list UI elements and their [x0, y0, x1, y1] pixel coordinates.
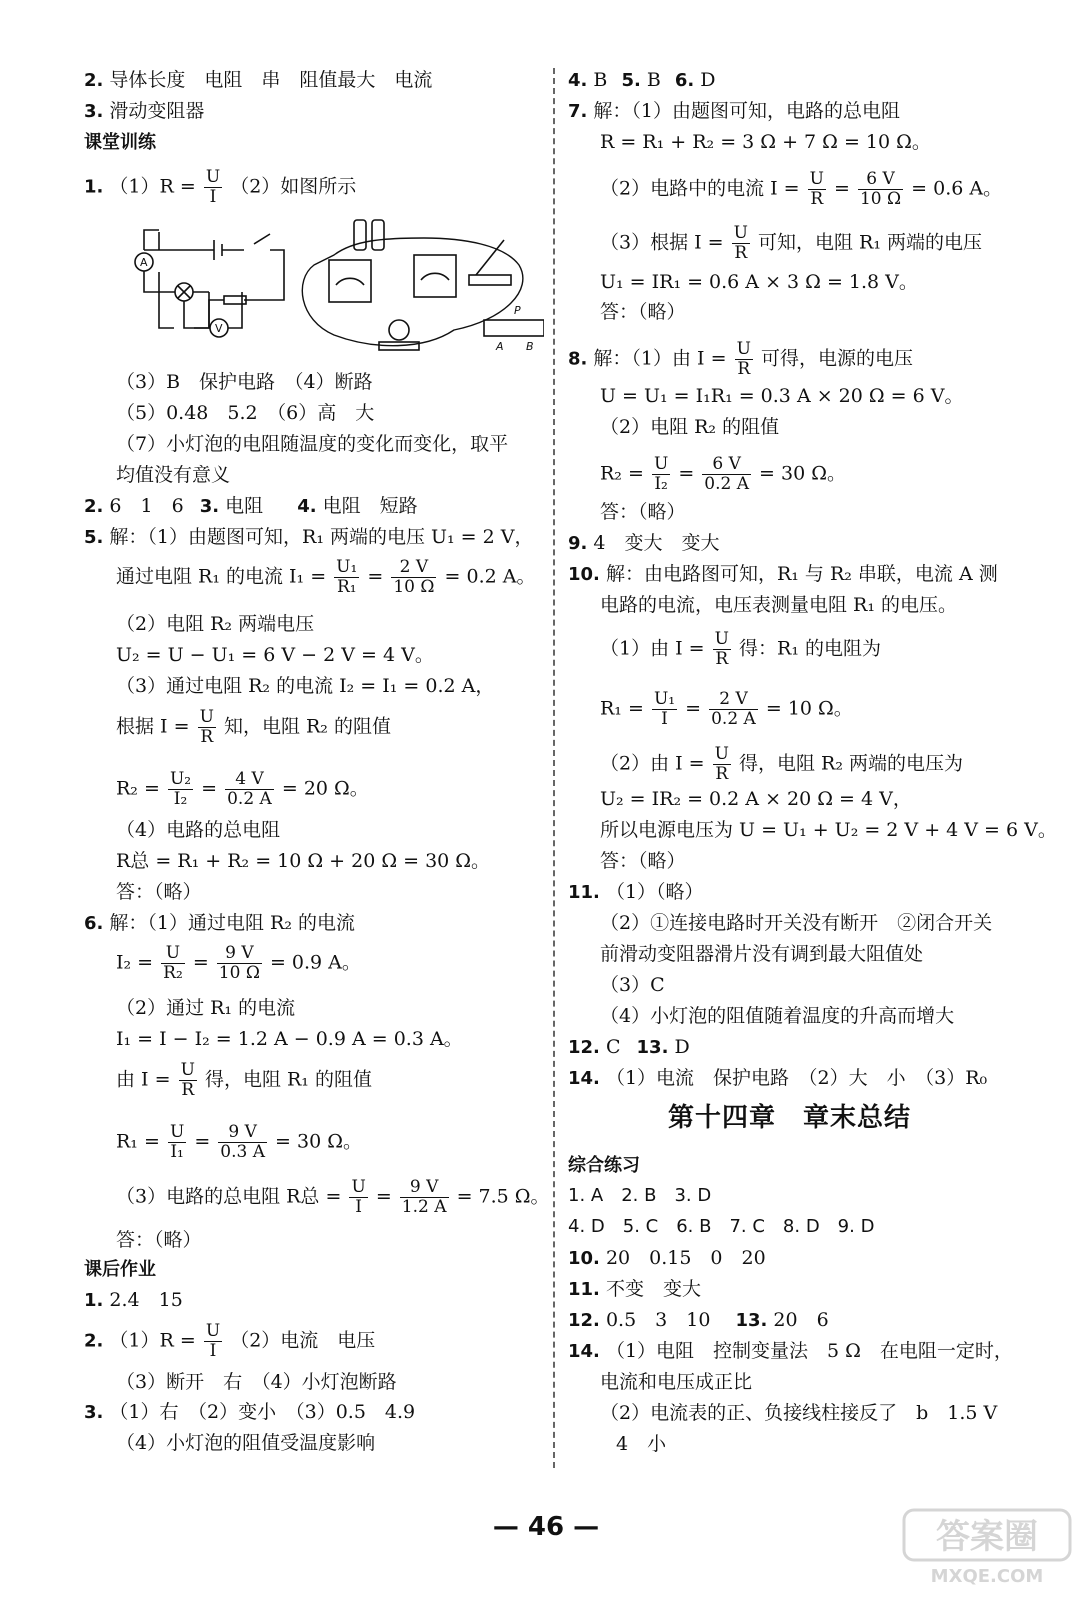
answer-2: 导体长度 电阻 串 阻值最大 电流 — [109, 69, 433, 91]
watermark-logo — [902, 1508, 1072, 1588]
q5-line: （4）电路的总电阻 — [116, 819, 281, 841]
equals: = — [192, 951, 209, 974]
section-heading-zonghe: 综合练习 — [568, 1155, 640, 1176]
item-number: 2. — [84, 70, 104, 91]
item-number: 13. — [735, 1310, 768, 1331]
q5-line: 通过电阻 R₁ 的电流 I₁ = — [116, 565, 327, 588]
q5-line: 解：（1）由题图可知，R₁ 两端的电压 U₁ = 2 V， — [109, 526, 534, 548]
equals: = — [375, 1185, 392, 1208]
q5-line: 根据 I = — [116, 715, 190, 738]
fraction: $\frac{U}{\text{I₂}}$ — [653, 454, 669, 494]
item-number: 2. — [84, 496, 104, 517]
hw-answer-2: （2）电流 电压 — [230, 1329, 376, 1352]
q10-line: （2）由 I = — [600, 752, 705, 775]
item-number: 1. — [84, 1290, 104, 1311]
fraction: $\frac{\text{U₁}}{I}$ — [653, 689, 676, 729]
item-number: 8. — [568, 348, 588, 370]
result: = 0.6 A。 — [911, 177, 1003, 200]
q10-line: 电路的电流，电压表测量电阻 R₁ 的电压。 — [600, 594, 958, 616]
hw-answer-2: （3）断开 右 （4）小灯泡断路 — [116, 1371, 397, 1393]
column-divider — [553, 68, 555, 1468]
summary-answers-1-3: 1. A 2. B 3. D — [568, 1185, 712, 1206]
equals: = — [678, 462, 695, 485]
fraction: $\frac{U}{I}$ — [205, 167, 221, 207]
q7-line: R = R₁ + R₂ = 3 Ω + 7 Ω = 10 Ω。 — [600, 131, 931, 153]
q8-line: 解：（1）由 I = — [593, 347, 727, 370]
hw-answer-2: （1）R = — [109, 1329, 196, 1352]
page-number: — 46 — — [492, 1512, 600, 1542]
hw-answer-1: 2.4 15 — [109, 1289, 183, 1311]
q8-line: R₂ = — [600, 462, 644, 485]
result: = 0.9 A。 — [269, 951, 361, 974]
answer-13: D — [674, 1036, 690, 1058]
terminal-label-a: A — [496, 340, 504, 353]
fraction: $\frac{U}{\text{R₂}}$ — [163, 943, 183, 983]
q10-line: R₁ = — [600, 697, 644, 720]
summary-answer-10: 20 0.15 0 20 — [605, 1247, 766, 1269]
item-number: 7. — [568, 101, 588, 122]
q6-line: R₁ = — [116, 1130, 160, 1153]
q6-line: 得，电阻 R₁ 的阻值 — [204, 1068, 372, 1091]
fraction: $\frac{U}{R}$ — [714, 629, 729, 669]
item-number: 4. — [297, 496, 317, 517]
fraction: $\frac{U}{\text{I₁}}$ — [169, 1122, 185, 1162]
equals: = — [685, 697, 702, 720]
q8-line: U = U₁ = I₁R₁ = 0.3 A × 20 Ω = 6 V。 — [600, 385, 964, 407]
q1-line: （5）0.48 5.2 （6）高 大 — [116, 402, 375, 424]
q6-line: 解：（1）通过电阻 R₂ 的电流 — [109, 912, 356, 934]
q10-line: 答：（略） — [600, 850, 686, 872]
voltmeter-label: V — [215, 322, 223, 335]
q1-line: （7）小灯泡的电阻随温度的变化而变化，取平 — [116, 433, 509, 455]
q1-line: （3）B 保护电路 （4）断路 — [116, 371, 373, 393]
fraction: $\frac{U}{R}$ — [736, 339, 751, 379]
answer-3: 滑动变阻器 — [109, 100, 205, 122]
answer-12: C — [605, 1036, 621, 1058]
q6-line: （3）电路的总电阻 R总 = — [116, 1185, 342, 1208]
section-heading-kehou: 课后作业 — [84, 1259, 156, 1280]
item-number: 5. — [621, 70, 641, 91]
q6-line: （2）通过 R₁ 的电流 — [116, 997, 296, 1019]
svg-text:MXQE.COM: MXQE.COM — [930, 1566, 1044, 1587]
summary-answers-4-9: 4. D 5. C 6. B 7. C 8. D 9. D — [568, 1216, 875, 1237]
hw-answer-3: （4）小灯泡的阻值受温度影响 — [116, 1432, 376, 1454]
fraction: $\frac{9 V}{1.2 A}$ — [401, 1177, 447, 1217]
q1-text: （1）R = — [109, 175, 196, 198]
q7-line: U₁ = IR₁ = 0.6 A × 3 Ω = 1.8 V。 — [600, 271, 918, 293]
chapter-title: 第十四章 章末总结 — [668, 1103, 912, 1133]
q10-line: 解：由电路图可知，R₁ 与 R₂ 串联，电流 A 测 — [605, 563, 998, 585]
result: = 10 Ω。 — [765, 697, 853, 720]
q7-line: 可知，电阻 R₁ 两端的电压 — [758, 231, 983, 254]
q6-line: 由 I = — [116, 1068, 171, 1091]
svg-text:答案圈: 答案圈 — [936, 1517, 1038, 1557]
q7-line: （3）根据 I = — [600, 231, 724, 254]
fraction: $\frac{U}{R}$ — [809, 169, 824, 209]
ammeter-label: A — [140, 256, 148, 269]
q11-line: （3）C — [600, 974, 665, 996]
q5-line: U₂ = U − U₁ = 6 V − 2 V = 4 V。 — [116, 644, 434, 666]
q1-line: 均值没有意义 — [116, 464, 231, 486]
q8-line: 可得，电源的电压 — [760, 347, 913, 370]
circuit-diagram — [124, 210, 544, 370]
equals: = — [367, 565, 384, 588]
item-number: 13. — [636, 1037, 669, 1058]
item-number: 14. — [568, 1341, 600, 1362]
q5-line: R总 = R₁ + R₂ = 10 Ω + 20 Ω = 30 Ω。 — [116, 850, 491, 872]
q11-line: （1）（略） — [605, 881, 704, 903]
q8-line: 答：（略） — [600, 501, 686, 523]
answer-5: B — [646, 69, 661, 91]
answer-4: 电阻 短路 — [322, 495, 418, 517]
answer-14: （1）电流 保护电路 （2）大 小 （3）R₀ — [605, 1067, 988, 1089]
fraction: $\frac{U}{I}$ — [351, 1177, 366, 1217]
summary-answer-14: 电流和电压成正比 — [600, 1371, 753, 1393]
q5-line: （2）电阻 R₂ 两端电压 — [116, 613, 315, 635]
q7-line: （2）电路中的电流 I = — [600, 177, 800, 200]
item-number: 6. — [84, 913, 104, 934]
answer-2: 6 1 6 — [109, 495, 184, 517]
item-number: 10. — [568, 564, 600, 585]
summary-answer-14: （1）电阻 控制变量法 5 Ω 在电阻一定时， — [605, 1340, 1013, 1362]
fraction: $\frac{U}{R}$ — [714, 744, 729, 784]
result: = 0.2 A。 — [444, 565, 536, 588]
slider-label-p: P — [514, 304, 521, 317]
summary-answer-14: （2）电流表的正、负接线柱接反了 b 1.5 V — [600, 1402, 998, 1424]
item-number: 11. — [568, 882, 600, 903]
fraction: $\frac{2 V}{0.2 A}$ — [711, 689, 756, 729]
q6-line: 答：（略） — [116, 1229, 202, 1251]
equals: = — [834, 177, 850, 200]
answer-4: B — [593, 69, 608, 91]
q7-line: 答：（略） — [600, 301, 686, 323]
equals: = — [194, 1130, 211, 1153]
summary-answer-14: 4 小 — [616, 1433, 667, 1455]
answer-6: D — [700, 69, 716, 91]
result: = 20 Ω。 — [281, 777, 369, 800]
item-number: 4. — [568, 70, 588, 91]
result: = 30 Ω。 — [759, 462, 846, 485]
item-number: 3. — [199, 496, 220, 517]
result: = 30 Ω。 — [275, 1130, 362, 1153]
q10-line: 所以电源电压为 U = U₁ + U₂ = 2 V + 4 V = 6 V。 — [600, 819, 1057, 841]
item-number: 11. — [568, 1279, 600, 1300]
item-number: 10. — [568, 1248, 600, 1269]
q5-line: （3）通过电阻 R₂ 的电流 I₂ = I₁ = 0.2 A， — [116, 675, 495, 697]
item-number: 6. — [674, 70, 695, 91]
q1-text: （2）如图所示 — [230, 175, 357, 198]
q6-line: I₁ = I − I₂ = 1.2 A − 0.9 A = 0.3 A。 — [116, 1028, 463, 1050]
item-number: 3. — [84, 101, 104, 122]
fraction: $\frac{9 V}{0.3 A}$ — [220, 1122, 265, 1162]
item-number: 5. — [84, 527, 104, 548]
q10-line: 得，电阻 R₂ 两端的电压为 — [739, 752, 964, 775]
item-number: 2. — [84, 1330, 104, 1352]
summary-answer-11: 不变 变大 — [605, 1278, 701, 1300]
item-number: 3. — [84, 1402, 104, 1423]
fraction: $\frac{9 V}{10 \Omega}$ — [218, 943, 260, 983]
q8-line: （2）电阻 R₂ 的阻值 — [600, 416, 780, 438]
q5-line: R₂ = — [116, 777, 160, 800]
q11-line: （4）小灯泡的阻值随着温度的升高而增大 — [600, 1005, 955, 1027]
fraction: $\frac{\text{U₁}}{\text{R₁}}$ — [336, 557, 358, 597]
answer-3: 电阻 — [225, 495, 264, 517]
item-number: 14. — [568, 1068, 600, 1089]
fraction: $\frac{6 V}{10 \Omega}$ — [859, 169, 902, 209]
terminal-label-b: B — [526, 340, 534, 353]
fraction: $\frac{4 V}{0.2 A}$ — [227, 769, 272, 809]
q10-line: U₂ = IR₂ = 0.2 A × 20 Ω = 4 V， — [600, 788, 912, 810]
item-number: 12. — [568, 1310, 600, 1331]
q5-line: 答：（略） — [116, 881, 202, 903]
summary-answer-13: 20 6 — [773, 1309, 829, 1331]
item-number: 1. — [84, 176, 104, 198]
fraction: $\frac{U}{R}$ — [733, 223, 748, 263]
fraction: $\frac{6 V}{0.2 A}$ — [704, 454, 749, 494]
equals: = — [201, 777, 218, 800]
q11-line: 前滑动变阻器滑片没有调到最大阻值处 — [600, 943, 924, 965]
item-number: 9. — [568, 533, 588, 554]
hw-answer-3: （1）右 （2）变小 （3）0.5 4.9 — [109, 1401, 416, 1423]
fraction: $\frac{2 V}{10 \Omega}$ — [393, 557, 435, 597]
fraction: $\frac{U}{R}$ — [180, 1060, 195, 1100]
q5-line: 知，电阻 R₂ 的阻值 — [223, 715, 391, 738]
section-heading-ketang: 课堂训练 — [84, 132, 156, 153]
q11-line: （2）①连接电路时开关没有断开 ②闭合开关 — [600, 912, 993, 934]
q6-line: I₂ = — [116, 951, 154, 974]
q10-line: 得：R₁ 的电阻为 — [739, 637, 881, 660]
item-number: 12. — [568, 1037, 600, 1058]
fraction: $\frac{\text{U₂}}{\text{I₂}}$ — [169, 769, 192, 809]
summary-answer-12: 0.5 3 10 — [605, 1309, 730, 1331]
fraction: $\frac{U}{R}$ — [199, 707, 214, 747]
q10-line: （1）由 I = — [600, 637, 705, 660]
answer-9: 4 变大 变大 — [593, 532, 720, 554]
fraction: $\frac{U}{I}$ — [205, 1321, 221, 1361]
q7-line: 解：（1）由题图可知，电路的总电阻 — [593, 100, 901, 122]
result: = 7.5 Ω。 — [456, 1185, 550, 1208]
